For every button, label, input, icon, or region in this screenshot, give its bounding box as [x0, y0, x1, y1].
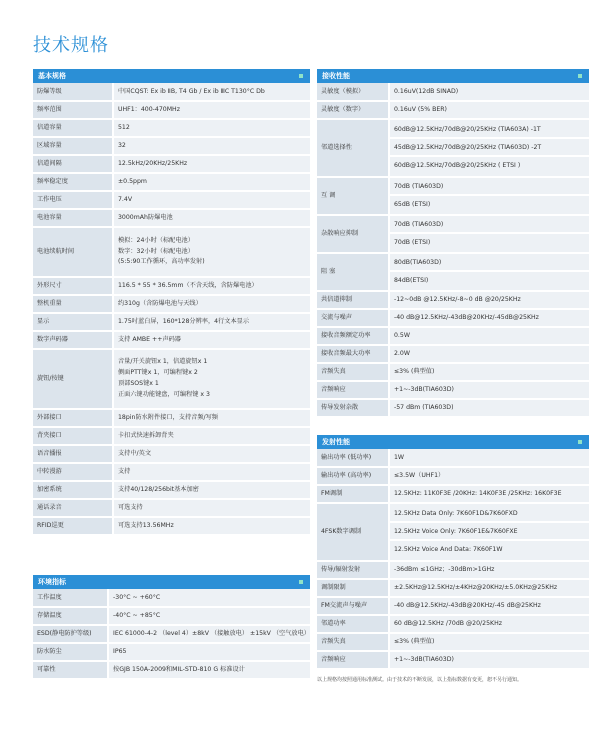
table-row: [33, 137, 310, 155]
spec-value-line: 80dB(TIA603D): [390, 254, 589, 272]
spec-label: 加密系统: [33, 481, 113, 499]
spec-label: 语音播报: [33, 445, 113, 463]
spec-label: 音频响应: [317, 651, 389, 669]
spec-value: IEC 61000-4-2 （level 4）±8kV （接触放电） ±15kV （空气放电）: [108, 625, 310, 643]
spec-value: [113, 227, 310, 277]
spec-value: 2.0W: [389, 345, 589, 363]
table-row: [33, 589, 310, 607]
table-row: [317, 597, 589, 615]
spec-value: [389, 253, 589, 291]
rx-specs-table: [317, 83, 589, 418]
spec-value: [389, 119, 589, 177]
table-row: [33, 209, 310, 227]
table-row: [317, 467, 589, 485]
table-row: [33, 313, 310, 331]
spec-value: 12.5kHz/20KHz/25KHz: [113, 155, 310, 173]
spec-label: 灵敏度（数字）: [317, 101, 389, 119]
spec-label: 传导发射杂散: [317, 399, 389, 417]
spec-label: 输出功率 (低功率): [317, 449, 389, 467]
spec-label: 区域容量: [33, 137, 113, 155]
header-square-icon: [578, 440, 582, 444]
spec-value: 按GJB 150A-2009和MIL-STD-810 G 标准设计: [108, 661, 310, 679]
table-row: [317, 651, 589, 669]
table-row: [317, 215, 589, 253]
spec-value: 支持: [113, 463, 310, 481]
table-row: [317, 345, 589, 363]
spec-label: 背夹接口: [33, 427, 113, 445]
spec-value: -40 dB@12.5KHz/-43dB@20KHz/-45dB@25KHz: [389, 309, 589, 327]
spec-label: 互 调: [317, 177, 389, 215]
spec-value-line: 模拟：24小时（标配电池）: [118, 236, 194, 244]
spec-label: 外部接口: [33, 409, 113, 427]
basic-specs-header: [33, 69, 310, 83]
spec-label: 信道间隔: [33, 155, 113, 173]
spec-value-line: 65dB (ETSI): [394, 201, 431, 208]
spec-value-line: 顶部SOS键x 1: [118, 380, 159, 387]
table-row: [317, 101, 589, 119]
spec-label: 频率范围: [33, 101, 113, 119]
spec-label: 4FSK数字调制: [317, 503, 389, 561]
table-row: [317, 381, 589, 399]
spec-value: 12.5KHz: 11K0F3E /20KHz: 14K0F3E /25KHz: 16K0F3E: [389, 485, 589, 503]
spec-label: 交流与噪声: [317, 309, 389, 327]
spec-label: 工作电压: [33, 191, 113, 209]
spec-label: 显示: [33, 313, 113, 331]
table-row: [33, 463, 310, 481]
table-row: [317, 449, 589, 467]
table-row: [33, 499, 310, 517]
spec-label: 旋钮/按键: [33, 349, 113, 409]
table-row: [33, 349, 310, 409]
spec-value: 约310g（含防爆电池与天线）: [113, 295, 310, 313]
header-square-icon: [578, 74, 582, 78]
spec-value: [113, 349, 310, 409]
table-row: [33, 445, 310, 463]
spec-value: -40 dB@12.5KHz/-43dB@20KHz/-45 dB@25KHz: [389, 597, 589, 615]
tx-specs-title: 发射性能: [322, 438, 350, 446]
spec-label: 电池容量: [33, 209, 113, 227]
table-row: [317, 83, 589, 101]
spec-value: 可选支持: [113, 499, 310, 517]
spec-value: [389, 503, 589, 561]
spec-value: 0.5W: [389, 327, 589, 345]
spec-value: 1.75吋蓝白屏，160*128分辨率，4行文本显示: [113, 313, 310, 331]
spec-value: 支持40/128/256bit基本加密: [113, 481, 310, 499]
spec-value: 0.16uV(12dB SINAD): [389, 83, 589, 101]
spec-label: 输出功率 (高功率): [317, 467, 389, 485]
rx-specs-title: 接收性能: [322, 72, 350, 80]
spec-label: FM调制: [317, 485, 389, 503]
header-square-icon: [299, 580, 303, 584]
tx-specs-table: [317, 449, 589, 670]
spec-label: ESD(静电防护等级): [33, 625, 108, 643]
spec-label: 音频失真: [317, 633, 389, 651]
spec-value-line: 70dB (TIA603D): [390, 178, 589, 196]
spec-value: -57 dBm (TIA603D): [389, 399, 589, 417]
table-row: [317, 485, 589, 503]
spec-value: +1~-3dB(TIA603D): [389, 651, 589, 669]
spec-value-line: (5:5:90工作循环，高功率发射): [118, 258, 205, 266]
table-row: [33, 661, 310, 679]
spec-value-line: 12.5KHz Data Only: 7K60F1D&7K60FXD: [390, 505, 589, 523]
spec-label: 防爆等级: [33, 83, 113, 101]
spec-label: 阻 塞: [317, 253, 389, 291]
table-row: [33, 409, 310, 427]
spec-value: 512: [113, 119, 310, 137]
spec-label: 音频失真: [317, 363, 389, 381]
table-row: [317, 363, 589, 381]
rx-specs-header: [317, 69, 589, 83]
spec-label: 音频响应: [317, 381, 389, 399]
table-row: [317, 399, 589, 417]
spec-label: 防水防尘: [33, 643, 108, 661]
spec-value-line: 70dB (TIA603D): [390, 216, 589, 234]
basic-specs-table: [33, 83, 310, 536]
spec-label: 接收音频额定功率: [317, 327, 389, 345]
table-row: [317, 291, 589, 309]
spec-label: 杂散响应抑制: [317, 215, 389, 253]
spec-value-line: 60dB@12.5KHz/70dB@20/25KHz (TIA603A) -1T: [390, 121, 589, 139]
spec-value: 支持 AMBE ++声码器: [113, 331, 310, 349]
spec-label: 存储温度: [33, 607, 108, 625]
spec-value: 60 dB@12.5KHz /70dB @20/25KHz: [389, 615, 589, 633]
table-row: [33, 295, 310, 313]
spec-value-line: 45dB@12.5KHz/70dB@20/25KHz (TIA603D) -2T: [390, 139, 589, 157]
spec-value-line: 数字：32小时（标配电池）: [118, 247, 194, 255]
tx-specs-section: [317, 435, 589, 670]
spec-value-line: 正面六键功能键盘，可编程键 x 3: [118, 390, 210, 398]
spec-value: -36dBm ≤1GHz；-30dBm>1GHz: [389, 561, 589, 579]
table-row: [33, 481, 310, 499]
table-row: [33, 173, 310, 191]
env-specs-table: [33, 589, 310, 680]
spec-value-line: 12.5KHz Voice And Data: 7K60F1W: [394, 546, 503, 553]
spec-value: -40°C ~ +85°C: [108, 607, 310, 625]
spec-value-line: 侧面PTT键x 1，可编程键x 2: [118, 369, 198, 377]
table-row: [317, 503, 589, 561]
spec-label: 可靠性: [33, 661, 108, 679]
env-specs-section: [33, 575, 310, 680]
footnote: 以上规格均按照通用标准测试。由于技术的不断发展，以上指标数据有变更，恕不另行通知。: [317, 677, 523, 683]
spec-label: 共信道抑制: [317, 291, 389, 309]
spec-value: ±0.5ppm: [113, 173, 310, 191]
spec-value-line: 84dB(ETSI): [394, 277, 429, 284]
table-row: [317, 561, 589, 579]
spec-value: ≤3.5W（UHF1）: [389, 467, 589, 485]
header-square-icon: [299, 74, 303, 78]
spec-value-line: 12.5KHz Voice Only: 7K60F1E&7K60FXE: [390, 523, 589, 541]
spec-label: 数字声码器: [33, 331, 113, 349]
table-row: [317, 633, 589, 651]
table-row: [33, 625, 310, 643]
spec-value: ≤3% (典型值): [389, 633, 589, 651]
spec-label: 邻道选择性: [317, 119, 389, 177]
table-row: [33, 427, 310, 445]
spec-value: 116.5 * 55 * 36.5mm（不含天线，含防爆电池）: [113, 277, 310, 295]
spec-value: 可选支持13.56MHz: [113, 517, 310, 535]
basic-specs-section: [33, 69, 310, 536]
spec-label: FM交流声与噪声: [317, 597, 389, 615]
table-row: [317, 177, 589, 215]
spec-label: 频率稳定度: [33, 173, 113, 191]
spec-value: -30°C ~ +60°C: [108, 589, 310, 607]
table-row: [317, 579, 589, 597]
spec-label: 电池续航时间: [33, 227, 113, 277]
spec-value: IP65: [108, 643, 310, 661]
env-specs-title: 环境指标: [38, 578, 66, 586]
table-row: [33, 83, 310, 101]
spec-label: 中转漫游: [33, 463, 113, 481]
table-row: [33, 101, 310, 119]
spec-value: 7.4V: [113, 191, 310, 209]
spec-value: 支持中/英文: [113, 445, 310, 463]
page-title: 技术规格: [33, 35, 109, 56]
spec-value: 卡扣式快速拆卸背夹: [113, 427, 310, 445]
table-row: [33, 119, 310, 137]
spec-value: 32: [113, 137, 310, 155]
table-row: [317, 327, 589, 345]
spec-label: 信道容量: [33, 119, 113, 137]
spec-value: 中国CQST: Ex ib ⅡB, T4 Gb / Ex ib ⅢC T130°C Db: [113, 83, 310, 101]
spec-label: 灵敏度（模拟）: [317, 83, 389, 101]
table-row: [317, 119, 589, 177]
table-row: [317, 253, 589, 291]
rx-specs-section: [317, 69, 589, 418]
spec-value: UHF1：400-470MHz: [113, 101, 310, 119]
table-row: [33, 191, 310, 209]
basic-specs-title: 基本规格: [38, 72, 66, 80]
spec-value: 18pin防水附件接口，支持音频/写频: [113, 409, 310, 427]
spec-label: 整机重量: [33, 295, 113, 313]
spec-value-line: 60dB@12.5KHz/70dB@20/25KHz ( ETSI ): [394, 162, 521, 169]
env-specs-header: [33, 575, 310, 589]
spec-label: 调制限制: [317, 579, 389, 597]
spec-value: ≤3% (典型值): [389, 363, 589, 381]
spec-value: 1W: [389, 449, 589, 467]
table-row: [317, 309, 589, 327]
table-row: [317, 615, 589, 633]
tx-specs-header: [317, 435, 589, 449]
spec-label: 邻道功率: [317, 615, 389, 633]
table-row: [33, 643, 310, 661]
spec-label: 外形尺寸: [33, 277, 113, 295]
spec-label: 工作温度: [33, 589, 108, 607]
spec-value: ±2.5KHz@12.5KHz/±4KHz@20KHz/±5.0KHz@25KHz: [389, 579, 589, 597]
spec-value: -12~0dB @12.5KHz/-8~0 dB @20/25KHz: [389, 291, 589, 309]
table-row: [33, 331, 310, 349]
spec-label: 通话录音: [33, 499, 113, 517]
spec-value: 0.16uV (5% BER): [389, 101, 589, 119]
table-row: [33, 607, 310, 625]
table-row: [33, 155, 310, 173]
table-row: [33, 277, 310, 295]
table-row: [33, 517, 310, 535]
spec-label: RFID巡更: [33, 517, 113, 535]
spec-label: 接收音频最大功率: [317, 345, 389, 363]
spec-value-line: 音量/开关旋钮x 1，信道旋钮x 1: [118, 358, 208, 366]
spec-value: [389, 177, 589, 215]
spec-value-line: 70dB (ETSI): [394, 239, 431, 246]
spec-label: 传导/辐射发射: [317, 561, 389, 579]
spec-value: +1~-3dB(TIA603D): [389, 381, 589, 399]
spec-value: [389, 215, 589, 253]
spec-value: 3000mAh防爆电池: [113, 209, 310, 227]
table-row: [33, 227, 310, 277]
